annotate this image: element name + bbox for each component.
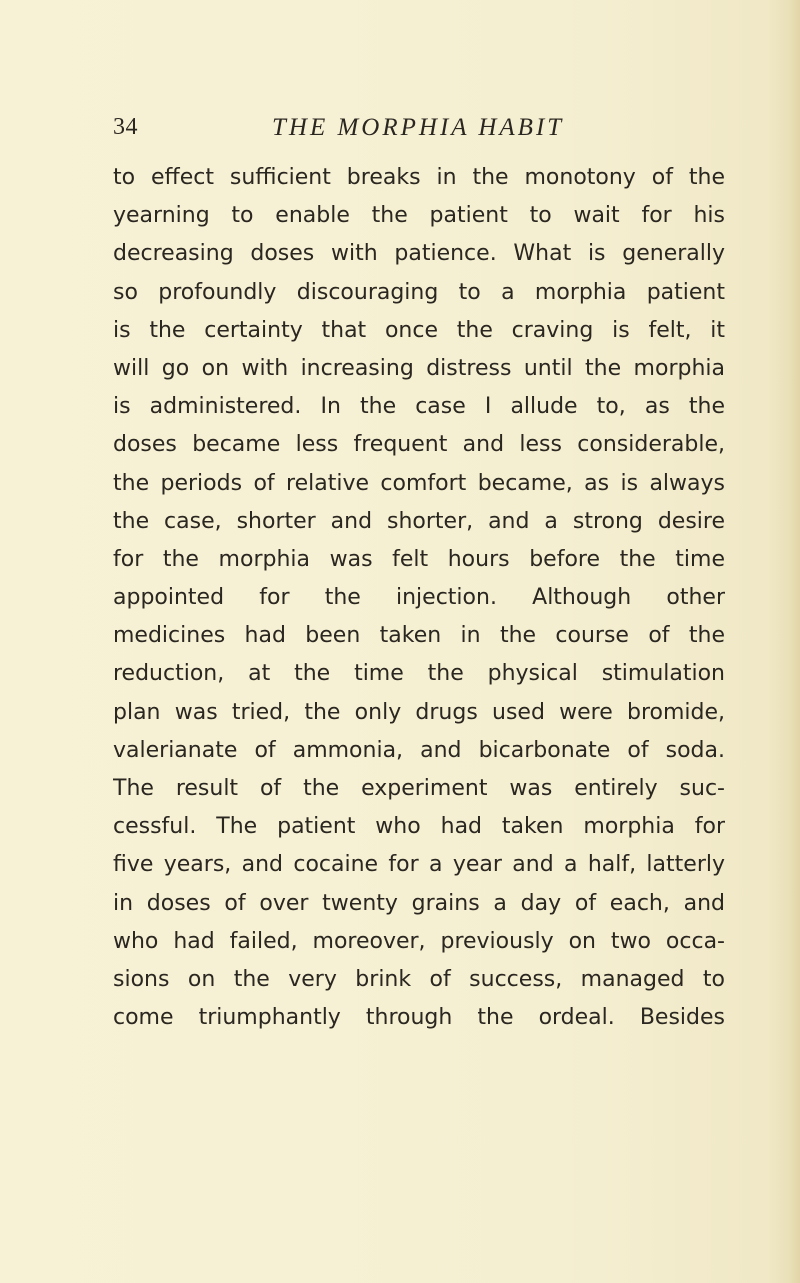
text-line: is administered. In the case I allude to, as the	[113, 394, 725, 420]
text-line: yearning to enable the patient to wait for his	[113, 203, 725, 229]
page-edge-shadow	[790, 0, 800, 1283]
text-line: appointed for the injection. Although other	[113, 585, 725, 611]
text-line: is the certainty that once the craving is felt, it	[113, 317, 725, 343]
page-number: 34	[113, 114, 138, 140]
text-line: the case, shorter and shorter, and a strong desire	[113, 508, 725, 534]
text-line: doses became less frequent and less considerable,	[113, 432, 725, 458]
text-line: cessful. The patient who had taken morphia for	[113, 814, 725, 840]
text-line: who had failed, moreover, previously on two occa-	[113, 928, 725, 954]
text-line: five years, and cocaine for a year and a half, latterly	[113, 852, 725, 878]
text-line: valerianate of ammonia, and bicarbonate of soda.	[113, 737, 725, 763]
text-line: plan was tried, the only drugs used were bromide,	[113, 699, 725, 725]
text-line: to effect sufficient breaks in the monotony of the	[113, 165, 725, 190]
text-line: will go on with increasing distress until the morphia	[113, 355, 725, 381]
text-line: the periods of relative comfort became, as is always	[113, 470, 725, 496]
text-line: decreasing doses with patience. What is generally	[113, 241, 725, 267]
text-line: reduction, at the time the physical stimulation	[113, 661, 725, 687]
body-text	[113, 159, 725, 1037]
text-line: in doses of over twenty grains a day of each, and	[113, 890, 725, 916]
text-line: come triumphantly through the ordeal. Besides	[113, 1005, 725, 1031]
text-line: so profoundly discouraging to a morphia patient	[113, 279, 725, 305]
text-line: for the morphia was felt hours before the time	[113, 546, 725, 572]
running-head: THE MORPHIA HABIT	[272, 114, 565, 141]
text-line: medicines had been taken in the course of the	[113, 623, 725, 649]
text-line: sions on the very brink of success, managed to	[113, 966, 725, 992]
text-line: The result of the experiment was entirely suc-	[113, 776, 725, 801]
